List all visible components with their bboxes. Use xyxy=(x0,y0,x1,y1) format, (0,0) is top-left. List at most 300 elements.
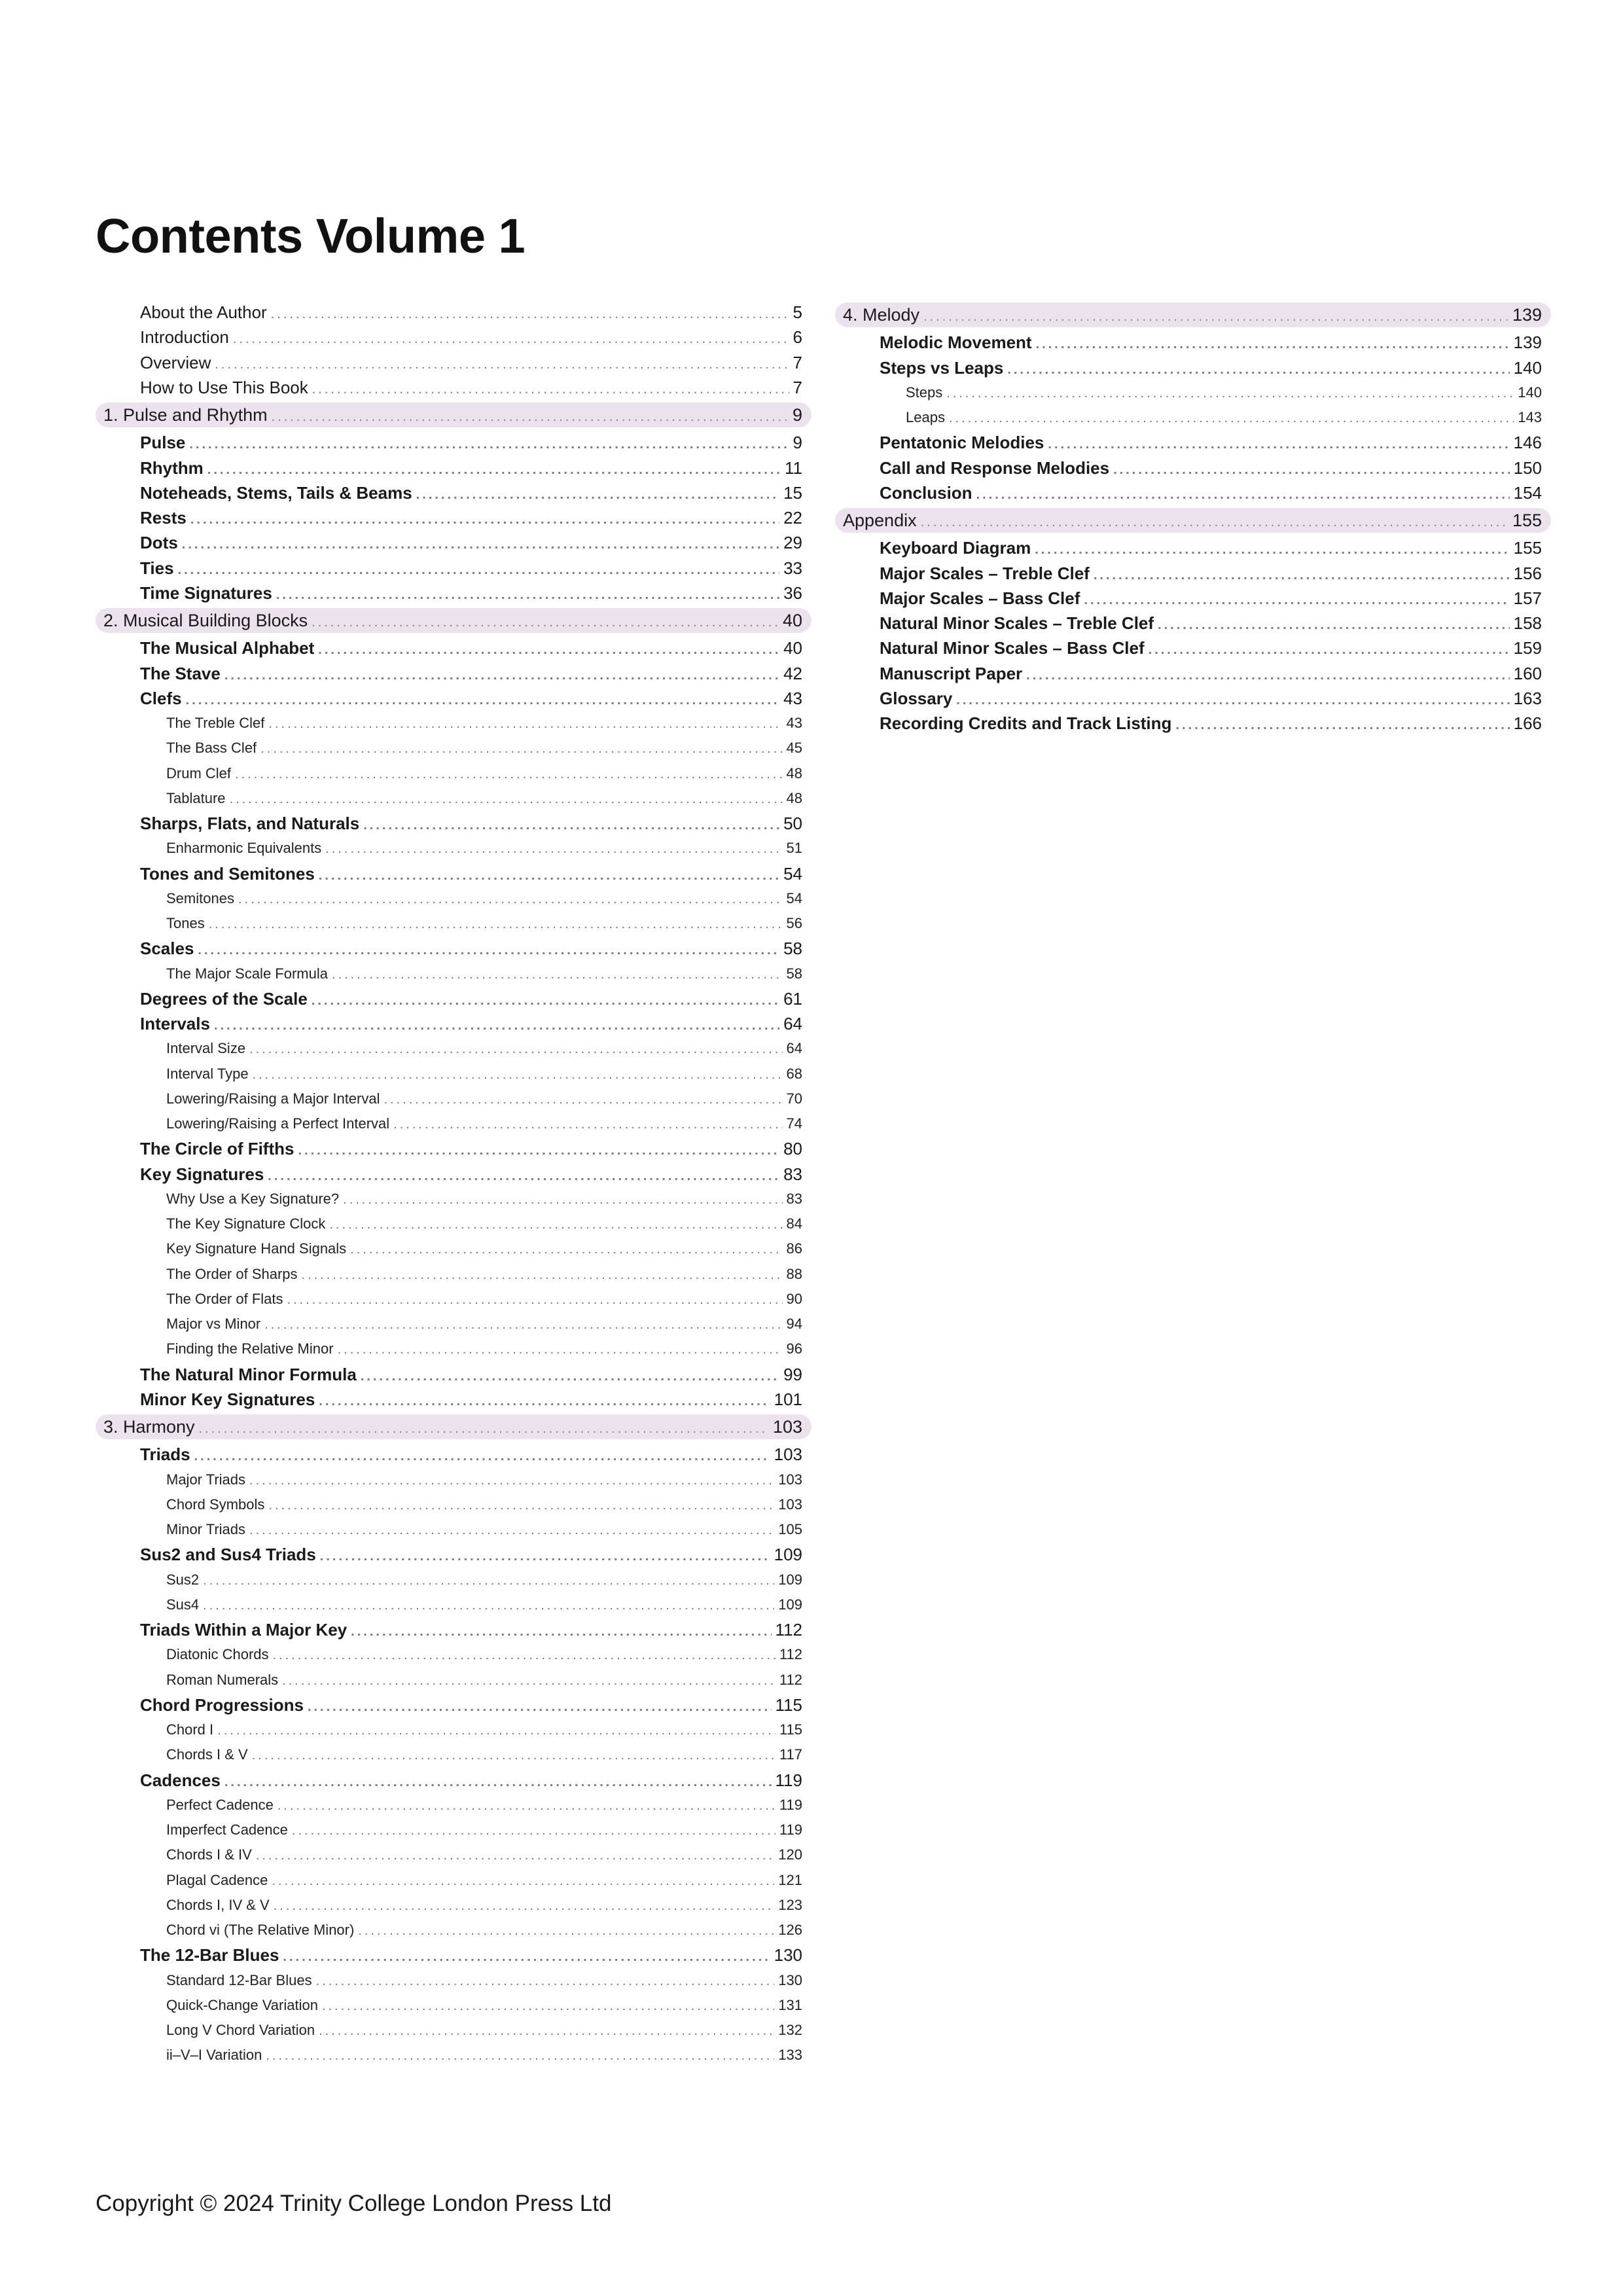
toc-page-number: 58 xyxy=(783,939,802,959)
toc-entry-title: Scales xyxy=(140,939,194,959)
toc-page-number: 22 xyxy=(783,508,802,528)
toc-page-number: 103 xyxy=(778,1471,802,1488)
toc-page-number: 166 xyxy=(1513,713,1542,733)
toc-subentry xyxy=(96,1036,812,1061)
toc-subentry xyxy=(96,2043,812,2068)
toc-entry-title: Major vs Minor xyxy=(166,1316,261,1332)
dot-leader xyxy=(393,1112,782,1136)
toc-entry-title: Noteheads, Stems, Tails & Beams xyxy=(140,482,412,503)
copyright-notice: Copyright © 2024 Trinity College London Press Ltd xyxy=(96,2191,612,2216)
toc-entry xyxy=(96,375,812,400)
dot-leader xyxy=(319,1389,770,1412)
dot-leader xyxy=(268,711,782,736)
toc-entry xyxy=(96,986,812,1011)
toc-entry-title: Degrees of the Scale xyxy=(140,988,308,1009)
toc-page-number: 133 xyxy=(778,2047,802,2064)
toc-entry-title: Major Scales – Treble Clef xyxy=(880,563,1090,583)
toc-subentry xyxy=(96,1287,812,1312)
toc-entry xyxy=(96,300,812,325)
dot-leader xyxy=(343,1187,782,1211)
toc-page-number: 112 xyxy=(775,1620,802,1640)
toc-subentry xyxy=(96,1568,812,1592)
dot-leader xyxy=(351,1619,771,1642)
toc-entry-title: 4. Melody xyxy=(843,305,920,325)
dot-leader xyxy=(277,1793,776,1818)
toc-page-number: 36 xyxy=(783,583,802,603)
dot-leader xyxy=(302,1263,783,1287)
dot-leader xyxy=(1035,537,1509,560)
toc-entry-title: Chord Progressions xyxy=(140,1695,304,1715)
toc-entry xyxy=(835,686,1551,711)
dot-leader xyxy=(209,912,783,936)
toc-page-number: 132 xyxy=(778,2022,802,2038)
toc-page-number: 99 xyxy=(783,1364,802,1384)
dot-leader xyxy=(338,1337,783,1361)
toc-page-number: 119 xyxy=(775,1770,802,1790)
toc-entry-title: Lowering/Raising a Major Interval xyxy=(166,1090,380,1107)
toc-page-number: 119 xyxy=(779,1821,802,1838)
toc-page-number: 130 xyxy=(778,1971,802,1988)
toc-entry xyxy=(96,556,812,581)
toc-page-number: 119 xyxy=(779,1796,802,1813)
dot-leader xyxy=(178,558,780,581)
toc-entry xyxy=(835,711,1551,736)
toc-subentry xyxy=(96,886,812,911)
toc-entry-title: The Treble Clef xyxy=(166,715,265,731)
dot-leader xyxy=(956,688,1509,711)
toc-entry-title: Glossary xyxy=(880,688,953,708)
dot-leader xyxy=(249,1518,774,1542)
toc-subentry xyxy=(96,1467,812,1492)
dot-leader xyxy=(207,457,781,480)
toc-page-number: 48 xyxy=(786,764,802,781)
dot-leader xyxy=(361,1364,779,1387)
toc-entry-title: Chords I & IV xyxy=(166,1846,252,1863)
toc-entry xyxy=(96,1442,812,1467)
toc-entry-title: Time Signatures xyxy=(140,583,272,603)
dot-leader xyxy=(249,1468,774,1492)
toc-subentry xyxy=(96,2018,812,2043)
toc-page-number: 150 xyxy=(1513,457,1542,478)
toc-subentry xyxy=(835,380,1551,405)
toc-entry-title: Lowering/Raising a Perfect Interval xyxy=(166,1115,390,1132)
dot-leader xyxy=(923,304,1508,327)
toc-subentry xyxy=(96,736,812,761)
dot-leader xyxy=(320,1544,770,1567)
toc-entry-title: Diatonic Chords xyxy=(166,1646,269,1663)
dot-leader xyxy=(215,352,789,375)
toc-entry-title: Manuscript Paper xyxy=(880,663,1023,683)
dot-leader xyxy=(325,836,782,861)
toc-entry-title: Interval Size xyxy=(166,1040,246,1057)
toc-entry xyxy=(96,581,812,605)
toc-entry-title: Intervals xyxy=(140,1014,210,1033)
toc-entry xyxy=(835,561,1551,586)
toc-entry xyxy=(96,325,812,350)
toc-page-number: 159 xyxy=(1513,638,1542,658)
dot-leader xyxy=(260,736,782,761)
toc-page-number: 103 xyxy=(778,1496,802,1513)
toc-page-number: 42 xyxy=(783,663,802,683)
toc-entry-title: Triads xyxy=(140,1444,190,1465)
toc-entry-title: Dots xyxy=(140,533,178,553)
toc-page-number: 126 xyxy=(778,1922,802,1938)
toc-page-number: 61 xyxy=(783,988,802,1009)
dot-leader xyxy=(189,432,789,455)
dot-leader xyxy=(416,482,779,505)
toc-entry xyxy=(96,1387,812,1412)
toc-entry-title: The Stave xyxy=(140,663,221,683)
toc-subentry xyxy=(96,1262,812,1287)
toc-section xyxy=(96,608,812,633)
toc-entry-title: Major Triads xyxy=(166,1471,246,1488)
contents-left-column xyxy=(96,300,812,2068)
toc-entry-title: Semitones xyxy=(166,889,234,906)
toc-entry-title: The 12-Bar Blues xyxy=(140,1945,279,1965)
toc-entry xyxy=(96,636,812,660)
toc-entry-title: Perfect Cadence xyxy=(166,1796,274,1813)
toc-entry-title: Introduction xyxy=(140,327,229,348)
dot-leader xyxy=(224,1770,772,1793)
toc-entry-title: Triads Within a Major Key xyxy=(140,1620,348,1640)
toc-entry-title: The Circle of Fifths xyxy=(140,1139,294,1159)
toc-page-number: 40 xyxy=(783,638,802,658)
toc-entry-title: Natural Minor Scales – Bass Clef xyxy=(880,638,1145,658)
toc-page-number: 9 xyxy=(793,433,802,453)
toc-entry-title: Interval Type xyxy=(166,1065,249,1082)
toc-section xyxy=(835,302,1551,327)
toc-entry-title: Why Use a Key Signature? xyxy=(166,1190,340,1207)
toc-page-number: 9 xyxy=(792,405,802,425)
toc-entry-title: ii–V–I Variation xyxy=(166,2047,262,2064)
dot-leader xyxy=(249,1037,782,1061)
dot-leader xyxy=(214,1013,779,1036)
dot-leader xyxy=(332,962,783,986)
toc-entry xyxy=(835,661,1551,686)
dot-leader xyxy=(1007,357,1509,380)
page-title: Contents Volume 1 xyxy=(96,209,526,263)
dot-leader xyxy=(272,404,789,427)
toc-entry xyxy=(96,1693,812,1717)
toc-entry-title: Clefs xyxy=(140,688,182,708)
dot-leader xyxy=(252,1743,776,1767)
toc-subentry xyxy=(96,1868,812,1893)
dot-leader xyxy=(976,482,1510,505)
toc-entry-title: Finding the Relative Minor xyxy=(166,1340,334,1357)
toc-entry xyxy=(835,611,1551,636)
toc-entry xyxy=(96,686,812,711)
toc-entry xyxy=(96,1011,812,1036)
dot-leader xyxy=(298,1138,779,1161)
toc-entry-title: Enharmonic Equivalents xyxy=(166,840,322,857)
toc-page-number: 109 xyxy=(778,1571,802,1588)
dot-leader xyxy=(233,327,789,350)
toc-entry-title: Keyboard Diagram xyxy=(880,538,1031,558)
toc-page-number: 70 xyxy=(786,1090,802,1107)
dot-leader xyxy=(268,1493,774,1517)
toc-entry-title: The Bass Clef xyxy=(166,740,257,757)
toc-page-number: 146 xyxy=(1513,433,1542,453)
toc-page-number: 90 xyxy=(786,1290,802,1307)
toc-page-number: 5 xyxy=(793,302,802,322)
dot-leader xyxy=(358,1918,774,1943)
toc-subentry xyxy=(96,1818,812,1842)
dot-leader xyxy=(282,1668,776,1693)
toc-entry xyxy=(96,811,812,836)
toc-subentry xyxy=(96,761,812,786)
dot-leader xyxy=(1026,663,1509,686)
toc-subentry xyxy=(96,1717,812,1742)
dot-leader xyxy=(198,938,779,961)
dot-leader xyxy=(318,637,779,660)
toc-page-number: 103 xyxy=(772,1417,802,1437)
dot-leader xyxy=(1036,332,1510,355)
toc-page-number: 155 xyxy=(1512,511,1542,530)
toc-entry xyxy=(96,1617,812,1642)
dot-leader xyxy=(276,583,779,605)
toc-entry xyxy=(96,1542,812,1567)
toc-page-number: 88 xyxy=(786,1265,802,1282)
toc-page-number: 101 xyxy=(774,1389,802,1409)
toc-page-number: 112 xyxy=(779,1671,802,1688)
dot-leader xyxy=(190,507,779,530)
toc-entry-title: 1. Pulse and Rhythm xyxy=(103,405,268,425)
toc-page-number: 29 xyxy=(783,533,802,553)
dot-leader xyxy=(322,1994,774,2018)
toc-page-number: 117 xyxy=(779,1746,802,1763)
dot-leader xyxy=(312,377,789,400)
toc-entry-title: Key Signatures xyxy=(140,1164,264,1184)
toc-entry-title: Recording Credits and Track Listing xyxy=(880,713,1172,733)
dot-leader xyxy=(949,406,1514,430)
toc-page-number: 96 xyxy=(786,1340,802,1357)
toc-subentry xyxy=(96,1111,812,1136)
toc-entry xyxy=(835,535,1551,560)
toc-entry-title: The Order of Sharps xyxy=(166,1265,298,1282)
toc-page-number: 140 xyxy=(1518,384,1542,401)
toc-entry-title: 3. Harmony xyxy=(103,1417,195,1437)
toc-entry-title: Conclusion xyxy=(880,482,972,503)
dot-leader xyxy=(203,1593,774,1617)
toc-entry xyxy=(835,480,1551,505)
toc-page-number: 51 xyxy=(786,840,802,857)
toc-entry-title: Rests xyxy=(140,508,187,528)
toc-page-number: 109 xyxy=(774,1545,802,1565)
toc-entry xyxy=(96,861,812,886)
toc-subentry xyxy=(96,1968,812,1993)
toc-entry-title: Imperfect Cadence xyxy=(166,1821,288,1838)
toc-entry-title: Tones xyxy=(166,915,205,931)
toc-page-number: 109 xyxy=(778,1596,802,1613)
toc-page-number: 131 xyxy=(778,1996,802,2013)
toc-entry-title: About the Author xyxy=(140,302,267,322)
toc-entry-title: The Major Scale Formula xyxy=(166,965,328,982)
toc-entry-title: Long V Chord Variation xyxy=(166,2022,315,2038)
toc-subentry xyxy=(96,1993,812,2018)
toc-subentry xyxy=(96,836,812,861)
toc-page-number: 130 xyxy=(774,1945,802,1965)
toc-entry-title: Key Signature Hand Signals xyxy=(166,1240,347,1257)
dot-leader xyxy=(271,302,789,325)
dot-leader xyxy=(1094,563,1510,586)
toc-page-number: 7 xyxy=(793,377,802,397)
toc-entry xyxy=(96,661,812,686)
toc-page-number: 56 xyxy=(786,915,802,931)
toc-page-number: 45 xyxy=(786,740,802,757)
dot-leader xyxy=(384,1087,783,1111)
toc-page-number: 120 xyxy=(778,1846,802,1863)
toc-page-number: 115 xyxy=(779,1721,802,1738)
toc-entry-title: Standard 12-Bar Blues xyxy=(166,1971,312,1988)
dot-leader xyxy=(186,688,780,711)
dot-leader xyxy=(264,1312,782,1336)
toc-entry-title: How to Use This Book xyxy=(140,377,308,397)
toc-entry-title: Sus4 xyxy=(166,1596,200,1613)
dot-leader xyxy=(199,1416,769,1439)
toc-page-number: 58 xyxy=(786,965,802,982)
toc-entry xyxy=(96,530,812,555)
toc-page-number: 33 xyxy=(783,558,802,578)
toc-page-number: 143 xyxy=(1518,409,1542,425)
toc-page-number: 160 xyxy=(1513,663,1542,683)
toc-page-number: 43 xyxy=(786,715,802,731)
toc-page-number: 54 xyxy=(783,863,802,884)
toc-page-number: 64 xyxy=(786,1040,802,1057)
toc-entry-title: Appendix xyxy=(843,511,917,530)
toc-subentry xyxy=(96,1918,812,1943)
dot-leader xyxy=(273,1643,776,1667)
toc-page-number: 139 xyxy=(1512,305,1542,325)
toc-entry-title: Major Scales – Bass Clef xyxy=(880,588,1080,608)
toc-page-number: 157 xyxy=(1513,588,1542,608)
toc-entry-title: Natural Minor Scales – Treble Clef xyxy=(880,613,1154,633)
toc-section xyxy=(835,508,1551,533)
toc-page-number: 83 xyxy=(786,1190,802,1207)
toc-subentry xyxy=(96,1187,812,1211)
toc-entry-title: Minor Key Signatures xyxy=(140,1389,315,1409)
toc-entry-title: Quick-Change Variation xyxy=(166,1996,318,2013)
dot-leader xyxy=(1084,588,1509,611)
toc-entry-title: Chords I, IV & V xyxy=(166,1896,270,1913)
dot-leader xyxy=(312,610,779,633)
toc-entry-title: Ties xyxy=(140,558,174,578)
toc-entry-title: Tablature xyxy=(166,789,226,806)
dot-leader xyxy=(238,887,783,911)
toc-entry-title: The Order of Flats xyxy=(166,1290,283,1307)
dot-leader xyxy=(230,787,783,811)
toc-page-number: 64 xyxy=(783,1014,802,1033)
toc-subentry xyxy=(96,1642,812,1667)
toc-page-number: 103 xyxy=(774,1444,802,1465)
toc-page-number: 68 xyxy=(786,1065,802,1082)
toc-entry xyxy=(96,430,812,455)
toc-subentry xyxy=(96,786,812,811)
toc-entry-title: Plagal Cadence xyxy=(166,1871,268,1888)
toc-entry-title: Pulse xyxy=(140,433,186,453)
dot-leader xyxy=(292,1818,776,1842)
toc-subentry xyxy=(96,1236,812,1261)
toc-subentry xyxy=(96,1742,812,1767)
toc-subentry xyxy=(96,1086,812,1111)
toc-page-number: 156 xyxy=(1513,563,1542,583)
toc-entry-title: Call and Response Melodies xyxy=(880,457,1110,478)
toc-page-number: 94 xyxy=(786,1316,802,1332)
toc-page-number: 48 xyxy=(786,789,802,806)
toc-subentry xyxy=(96,1668,812,1693)
toc-entry-title: Chord vi (The Relative Minor) xyxy=(166,1922,355,1938)
toc-page-number: 50 xyxy=(783,814,802,833)
toc-entry-title: The Key Signature Clock xyxy=(166,1215,326,1232)
toc-entry xyxy=(835,430,1551,455)
toc-entry-title: The Natural Minor Formula xyxy=(140,1364,357,1384)
dot-leader xyxy=(308,1695,772,1717)
toc-section xyxy=(96,1414,812,1439)
toc-entry xyxy=(96,505,812,530)
dot-leader xyxy=(1149,637,1510,660)
toc-entry-title: Sus2 and Sus4 Triads xyxy=(140,1545,316,1565)
dot-leader xyxy=(283,1945,770,1967)
toc-entry xyxy=(835,456,1551,480)
contents-right-column xyxy=(835,300,1551,736)
toc-entry xyxy=(96,350,812,375)
toc-page-number: 54 xyxy=(786,889,802,906)
toc-entry-title: Roman Numerals xyxy=(166,1671,279,1688)
toc-subentry xyxy=(96,911,812,936)
toc-entry-title: Cadences xyxy=(140,1770,221,1790)
toc-page-number: 115 xyxy=(775,1695,802,1715)
dot-leader xyxy=(287,1287,783,1312)
toc-entry xyxy=(835,636,1551,660)
toc-page-number: 158 xyxy=(1513,613,1542,633)
toc-page-number: 86 xyxy=(786,1240,802,1257)
toc-entry xyxy=(96,480,812,505)
toc-entry xyxy=(96,1362,812,1387)
dot-leader xyxy=(274,1893,775,1918)
toc-subentry xyxy=(96,1336,812,1361)
toc-entry-title: Steps xyxy=(906,384,943,401)
dot-leader xyxy=(319,863,779,886)
toc-subentry xyxy=(96,711,812,736)
toc-page-number: 74 xyxy=(786,1115,802,1132)
toc-subentry xyxy=(96,1893,812,1918)
toc-entry-title: Chord I xyxy=(166,1721,214,1738)
dot-leader xyxy=(312,988,779,1011)
dot-leader xyxy=(182,532,779,555)
dot-leader xyxy=(224,663,779,686)
dot-leader xyxy=(1048,432,1509,455)
toc-subentry xyxy=(96,1793,812,1818)
dot-leader xyxy=(329,1212,782,1236)
toc-page-number: 80 xyxy=(783,1139,802,1159)
toc-page-number: 121 xyxy=(778,1871,802,1888)
dot-leader xyxy=(316,1969,775,1993)
toc-entry xyxy=(835,586,1551,611)
dot-leader xyxy=(1158,613,1510,636)
toc-entry xyxy=(96,1136,812,1161)
toc-section xyxy=(96,403,812,427)
toc-page-number: 112 xyxy=(779,1646,802,1663)
toc-page-number: 155 xyxy=(1513,538,1542,558)
toc-entry-title: Chords I & V xyxy=(166,1746,248,1763)
toc-page-number: 83 xyxy=(783,1164,802,1184)
dot-leader xyxy=(268,1164,779,1187)
toc-entry-title: Drum Clef xyxy=(166,764,232,781)
toc-entry-title: The Musical Alphabet xyxy=(140,638,315,658)
toc-entry-title: Melodic Movement xyxy=(880,332,1032,353)
toc-entry xyxy=(96,456,812,480)
dot-leader xyxy=(203,1568,774,1592)
toc-page-number: 163 xyxy=(1513,688,1542,708)
